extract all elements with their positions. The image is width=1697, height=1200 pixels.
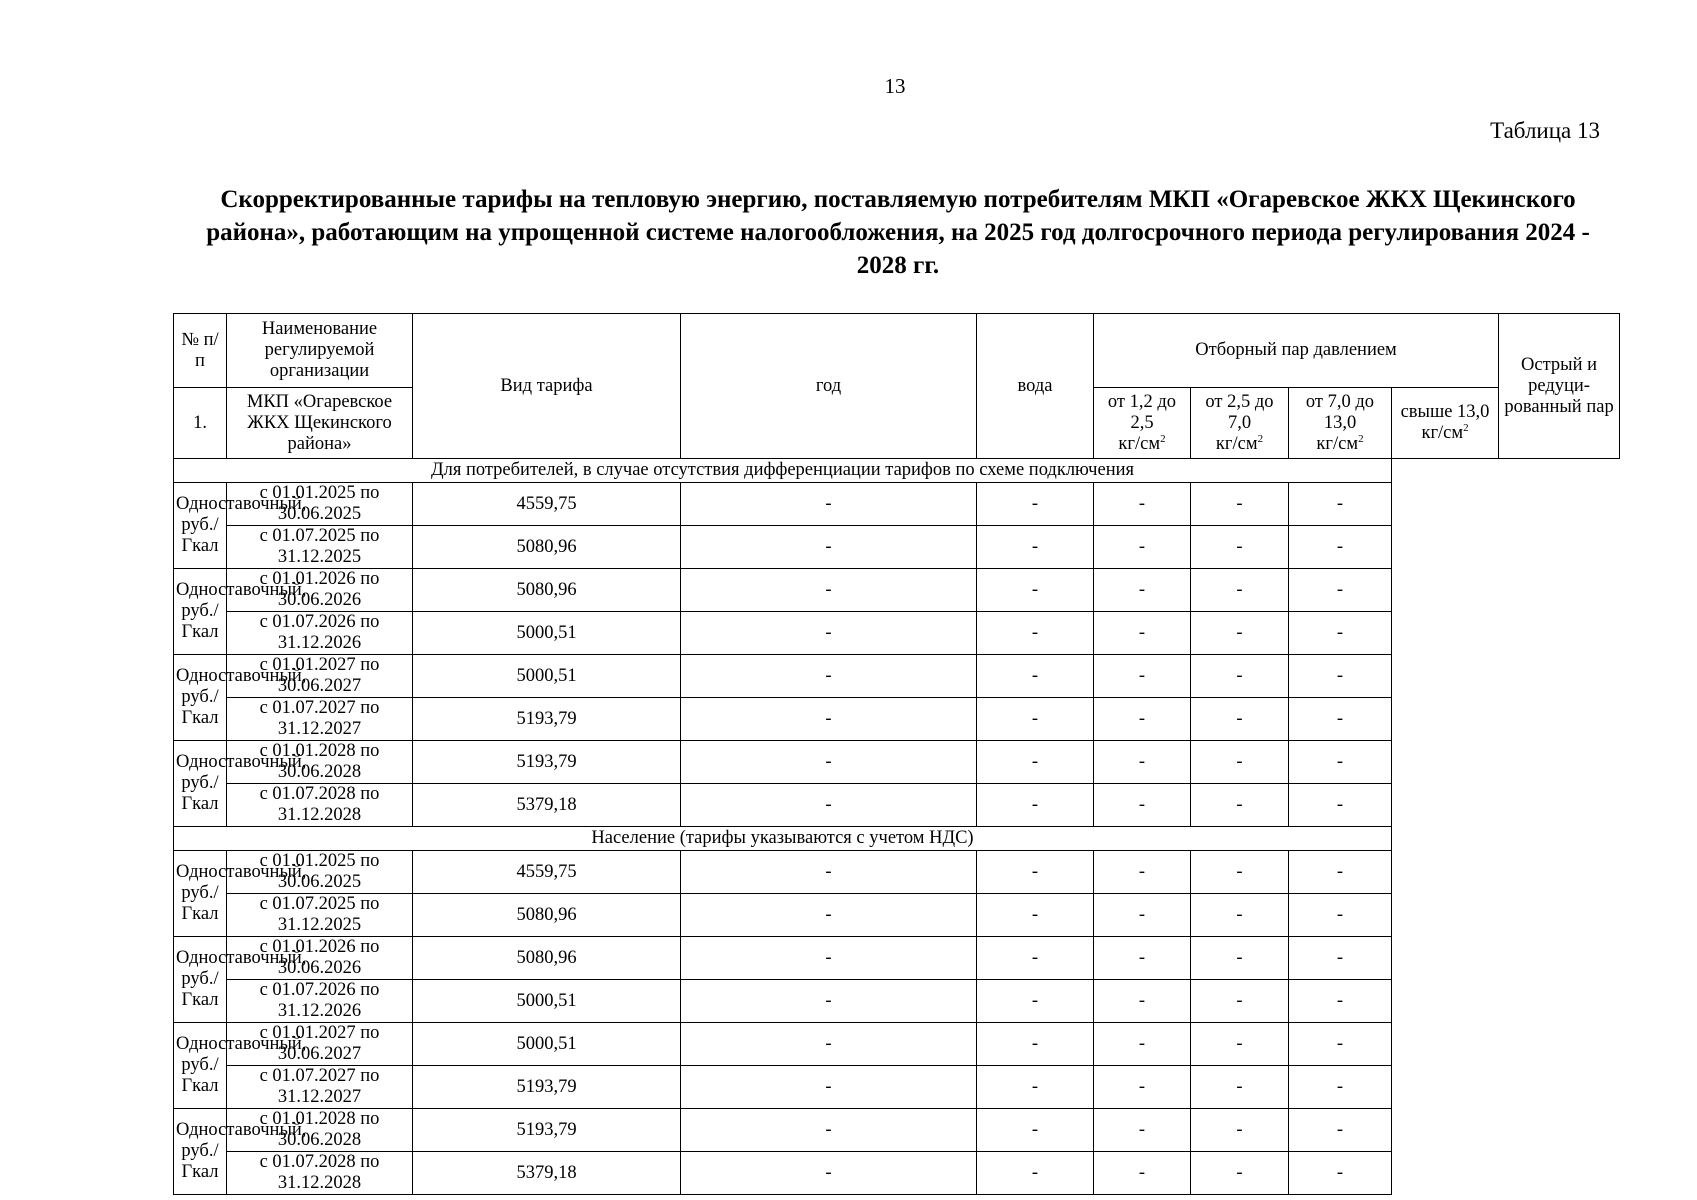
table-row	[174, 483, 1620, 526]
page-number: 13	[884, 74, 906, 98]
water-cell: 5000,51	[413, 612, 681, 655]
table-row	[174, 1109, 1620, 1152]
steam-3-cell: -	[1094, 698, 1191, 741]
section-row	[174, 827, 1620, 851]
section-row	[174, 459, 1620, 483]
tariff-type-cell: Одноставочный, руб./Гкал	[174, 483, 227, 569]
table-row	[174, 526, 1620, 569]
period-cell: с 01.07.2025 по 31.12.2025	[227, 894, 413, 937]
steam-3-cell: -	[1094, 526, 1191, 569]
header-steam-3	[1289, 388, 1392, 459]
water-cell: 5193,79	[413, 1066, 681, 1109]
steam-4-cell: -	[1191, 894, 1289, 937]
table-row	[174, 569, 1620, 612]
steam-4-cell: -	[1191, 698, 1289, 741]
steam-1-cell: -	[681, 1023, 977, 1066]
table-row	[174, 741, 1620, 784]
period-cell: с 01.01.2028 по 30.06.2028	[227, 741, 413, 784]
period-cell: с 01.07.2027 по 31.12.2027	[227, 698, 413, 741]
period-cell: с 01.07.2028 по 31.12.2028	[227, 784, 413, 827]
steam-4-cell: -	[1191, 851, 1289, 894]
sharp-steam-cell: -	[1289, 1109, 1392, 1152]
water-cell: 5193,79	[413, 1109, 681, 1152]
steam-1-cell: -	[681, 1066, 977, 1109]
steam-3-cell: -	[1094, 784, 1191, 827]
steam-3-cell: -	[1094, 1152, 1191, 1195]
header-steam-4-unit: кг/см	[1421, 423, 1464, 443]
row-number-cell: 1.	[174, 388, 227, 459]
steam-1-cell: -	[681, 741, 977, 784]
tariff-table-body	[174, 459, 1620, 1195]
tariff-type-cell: Одноставочный, руб./Гкал	[174, 1109, 227, 1195]
steam-4-cell: -	[1191, 655, 1289, 698]
steam-1-cell: -	[681, 612, 977, 655]
sharp-steam-cell: -	[1289, 483, 1392, 526]
header-steam-2-range: от 2,5 до 7,0	[1205, 391, 1274, 433]
steam-1-cell: -	[681, 784, 977, 827]
sharp-steam-cell: -	[1289, 655, 1392, 698]
sharp-steam-cell: -	[1289, 1066, 1392, 1109]
steam-1-cell: -	[681, 937, 977, 980]
tariff-type-cell: Одноставочный, руб./Гкал	[174, 1023, 227, 1109]
water-cell: 5000,51	[413, 655, 681, 698]
organization-cell: МКП «Огаревское ЖКХ Щекинского района»	[227, 388, 413, 459]
steam-2-cell: -	[977, 1109, 1094, 1152]
steam-4-cell: -	[1191, 483, 1289, 526]
steam-4-cell: -	[1191, 1066, 1289, 1109]
header-steam-4-range: свыше 13,0	[1400, 402, 1490, 422]
sharp-steam-cell: -	[1289, 784, 1392, 827]
period-cell: с 01.01.2025 по 30.06.2025	[227, 483, 413, 526]
steam-2-cell: -	[977, 569, 1094, 612]
steam-2-cell: -	[977, 741, 1094, 784]
header-steam-1-unit: кг/см	[1118, 433, 1161, 454]
tariff-type-cell: Одноставочный, руб./Гкал	[174, 851, 227, 937]
period-cell: с 01.07.2027 по 31.12.2027	[227, 1066, 413, 1109]
header-tariff-type: Вид тарифа	[413, 314, 681, 459]
sharp-steam-cell: -	[1289, 1023, 1392, 1066]
steam-4-cell: -	[1191, 980, 1289, 1023]
table-row	[174, 937, 1620, 980]
table-row	[174, 980, 1620, 1023]
steam-4-cell: -	[1191, 1023, 1289, 1066]
steam-2-cell: -	[977, 1023, 1094, 1066]
table-row	[174, 1066, 1620, 1109]
period-cell: с 01.01.2026 по 30.06.2026	[227, 569, 413, 612]
steam-2-cell: -	[977, 483, 1094, 526]
header-steam-4-unit-exp: 2	[1463, 421, 1469, 434]
steam-1-cell: -	[681, 698, 977, 741]
steam-4-cell: -	[1191, 569, 1289, 612]
table-row	[174, 784, 1620, 827]
period-cell: с 01.01.2026 по 30.06.2026	[227, 937, 413, 980]
water-cell: 5193,79	[413, 698, 681, 741]
steam-3-cell: -	[1094, 655, 1191, 698]
steam-3-cell: -	[1094, 1023, 1191, 1066]
steam-2-cell: -	[977, 655, 1094, 698]
steam-2-cell: -	[977, 1066, 1094, 1109]
steam-4-cell: -	[1191, 1152, 1289, 1195]
steam-1-cell: -	[681, 980, 977, 1023]
steam-4-cell: -	[1191, 784, 1289, 827]
steam-2-cell: -	[977, 526, 1094, 569]
sharp-steam-cell: -	[1289, 741, 1392, 784]
steam-4-cell: -	[1191, 1109, 1289, 1152]
steam-3-cell: -	[1094, 569, 1191, 612]
steam-1-cell: -	[681, 526, 977, 569]
header-organization: Наименование регулируемой организации	[227, 314, 413, 388]
table-row	[174, 655, 1620, 698]
header-year: год	[681, 314, 977, 459]
table-label: Таблица 13	[1490, 118, 1600, 143]
tariff-type-cell: Одноставочный, руб./Гкал	[174, 937, 227, 1023]
steam-4-cell: -	[1191, 612, 1289, 655]
steam-4-cell: -	[1191, 741, 1289, 784]
water-cell: 5379,18	[413, 1152, 681, 1195]
steam-1-cell: -	[681, 655, 977, 698]
period-cell: с 01.07.2026 по 31.12.2026	[227, 980, 413, 1023]
water-cell: 4559,75	[413, 483, 681, 526]
tariff-table	[173, 313, 1620, 1195]
steam-3-cell: -	[1094, 894, 1191, 937]
sharp-steam-cell: -	[1289, 894, 1392, 937]
steam-2-cell: -	[977, 851, 1094, 894]
table-row	[174, 698, 1620, 741]
steam-1-cell: -	[681, 569, 977, 612]
steam-3-cell: -	[1094, 1066, 1191, 1109]
steam-3-cell: -	[1094, 937, 1191, 980]
water-cell: 5193,79	[413, 741, 681, 784]
water-cell: 5080,96	[413, 894, 681, 937]
steam-3-cell: -	[1094, 851, 1191, 894]
header-steam-group: Отборный пар давлением	[1094, 314, 1499, 388]
sharp-steam-cell: -	[1289, 698, 1392, 741]
sharp-steam-cell: -	[1289, 569, 1392, 612]
header-steam-3-unit-exp: 2	[1358, 432, 1364, 445]
header-steam-2	[1191, 388, 1289, 459]
steam-2-cell: -	[977, 784, 1094, 827]
header-steam-1-range: от 1,2 до 2,5	[1107, 391, 1177, 433]
table-row	[174, 851, 1620, 894]
document-title: Скорректированные тарифы на тепловую энергию, поставляемую потребителям МКП «Огаревское ЖКХ Щекинского района», работающим на упрощенной системе налогообложения, на 2025 год долгосрочного периода регулирования 2024 - 2028 гг.	[206, 186, 1590, 279]
steam-3-cell: -	[1094, 980, 1191, 1023]
steam-1-cell: -	[681, 894, 977, 937]
sharp-steam-cell: -	[1289, 526, 1392, 569]
sharp-steam-cell: -	[1289, 980, 1392, 1023]
steam-1-cell: -	[681, 1152, 977, 1195]
steam-4-cell: -	[1191, 526, 1289, 569]
header-steam-2-unit: кг/см	[1215, 433, 1258, 454]
steam-2-cell: -	[977, 894, 1094, 937]
table-row	[174, 1023, 1620, 1066]
tariff-type-cell: Одноставочный, руб./Гкал	[174, 655, 227, 741]
header-steam-3-unit: кг/см	[1316, 433, 1359, 454]
tariff-type-cell: Одноставочный, руб./Гкал	[174, 569, 227, 655]
steam-2-cell: -	[977, 698, 1094, 741]
sharp-steam-cell: -	[1289, 1152, 1392, 1195]
steam-2-cell: -	[977, 1152, 1094, 1195]
table-row	[174, 1152, 1620, 1195]
header-steam-1	[1094, 388, 1191, 459]
period-cell: с 01.01.2027 по 30.06.2027	[227, 655, 413, 698]
header-steam-3-range: от 7,0 до 13,0	[1305, 391, 1375, 433]
steam-2-cell: -	[977, 937, 1094, 980]
period-cell: с 01.07.2028 по 31.12.2028	[227, 1152, 413, 1195]
steam-3-cell: -	[1094, 483, 1191, 526]
water-cell: 5000,51	[413, 1023, 681, 1066]
water-cell: 5080,96	[413, 526, 681, 569]
period-cell: с 01.01.2027 по 30.06.2027	[227, 1023, 413, 1066]
period-cell: с 01.01.2028 по 30.06.2028	[227, 1109, 413, 1152]
sharp-steam-cell: -	[1289, 937, 1392, 980]
period-cell: с 01.07.2026 по 31.12.2026	[227, 612, 413, 655]
steam-2-cell: -	[977, 612, 1094, 655]
steam-1-cell: -	[681, 483, 977, 526]
water-cell: 5080,96	[413, 937, 681, 980]
water-cell: 5000,51	[413, 980, 681, 1023]
tariff-type-cell: Одноставочный, руб./Гкал	[174, 741, 227, 827]
header-water: вода	[977, 314, 1094, 459]
period-cell: с 01.01.2025 по 30.06.2025	[227, 851, 413, 894]
steam-3-cell: -	[1094, 741, 1191, 784]
steam-2-cell: -	[977, 980, 1094, 1023]
header-num: № п/п	[174, 314, 227, 388]
sharp-steam-cell: -	[1289, 612, 1392, 655]
steam-1-cell: -	[681, 1109, 977, 1152]
steam-1-cell: -	[681, 851, 977, 894]
header-steam-1-unit-exp: 2	[1160, 432, 1166, 445]
sharp-steam-cell: -	[1289, 851, 1392, 894]
water-cell: 5080,96	[413, 569, 681, 612]
section-title: Население (тарифы указываются с учетом НДС)	[174, 827, 1392, 851]
steam-3-cell: -	[1094, 1109, 1191, 1152]
header-steam-2-unit-exp: 2	[1257, 432, 1264, 445]
header-sharp-steam: Острый и редуци-рованный пар	[1499, 314, 1620, 459]
section-title: Для потребителей, в случае отсутствия дифференциации тарифов по схеме подключения	[174, 459, 1392, 483]
header-steam-4	[1392, 388, 1499, 459]
water-cell: 4559,75	[413, 851, 681, 894]
water-cell: 5379,18	[413, 784, 681, 827]
table-row	[174, 612, 1620, 655]
period-cell: с 01.07.2025 по 31.12.2025	[227, 526, 413, 569]
table-row	[174, 894, 1620, 937]
steam-4-cell: -	[1191, 937, 1289, 980]
steam-3-cell: -	[1094, 612, 1191, 655]
